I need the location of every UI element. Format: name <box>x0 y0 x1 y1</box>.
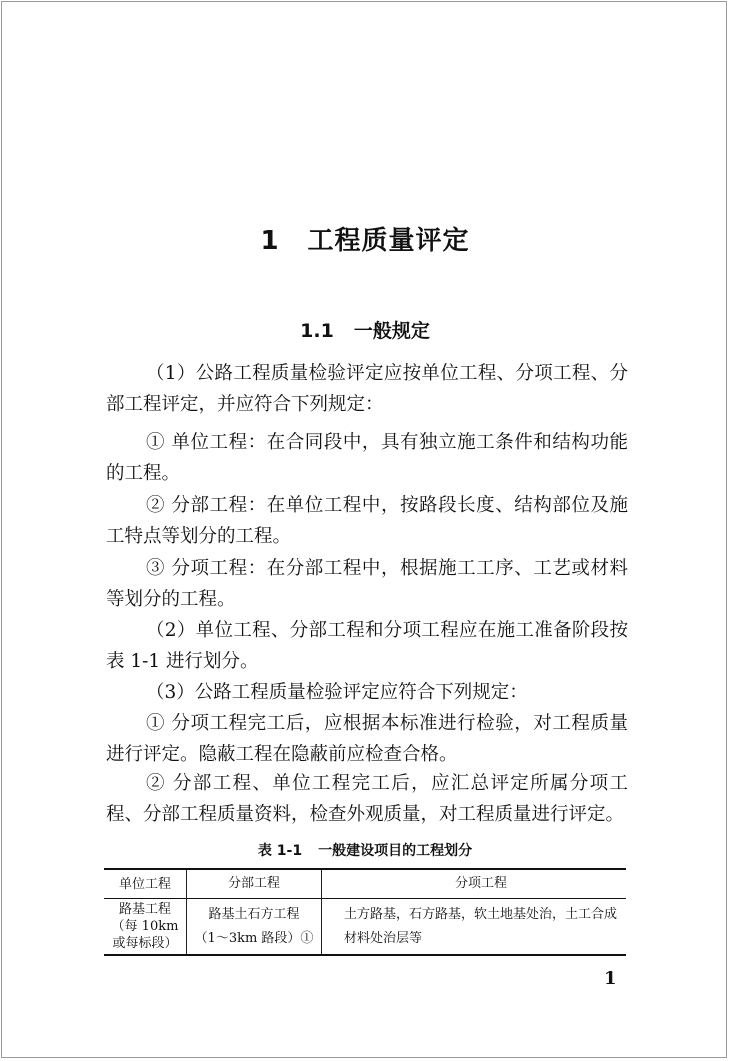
chapter-title-text: 工程质量评定 <box>307 226 470 256</box>
section-title <box>0 316 730 343</box>
table-header-row <box>104 869 626 899</box>
header-unit-project: 单位工程 <box>118 876 171 892</box>
unit-line: （每 10km <box>111 919 179 934</box>
part-line: （1～3km 路段）① <box>194 930 314 946</box>
unit-line: 或每标段） <box>112 936 178 951</box>
cell-unit-project <box>104 899 187 956</box>
table-caption-number: 表 1-1 <box>257 843 303 859</box>
section-title-text: 一般规定 <box>353 320 430 342</box>
paragraph: ③ 分项工程：在分部工程中，根据施工工序、工艺或材料等划分的工程。 <box>106 558 628 610</box>
table-caption <box>0 840 730 860</box>
paragraph: ① 单位工程：在合同段中，具有独立施工条件和结构功能的工程。 <box>106 432 628 484</box>
paragraph: ② 分部工程、单位工程完工后，应汇总评定所属分项工程、分部工程质量资料，检查外观质量，对工程质量进行评定。 <box>106 773 628 825</box>
paragraph: （1）公路工程质量检验评定应按单位工程、分项工程、分部工程评定，并应符合下列规定： <box>106 363 628 415</box>
paragraph: （2）单位工程、分部工程和分项工程应在施工准备阶段按表 1-1 进行划分。 <box>106 620 628 672</box>
paragraph: ① 分项工程完工后，应根据本标准进行检验，对工程质量进行评定。隐蔽工程在隐蔽前应检查合格。 <box>106 713 628 765</box>
chapter-title <box>0 220 730 257</box>
page-number: 1 <box>604 968 617 989</box>
header-item-project: 分项工程 <box>322 869 627 899</box>
chapter-number: 1 <box>260 226 280 256</box>
unit-line: 路基工程 <box>118 902 171 917</box>
section-number: 1.1 <box>300 320 334 342</box>
part-line: 路基土石方工程 <box>208 906 300 922</box>
paragraph: （3）公路工程质量检验评定应符合下列规定： <box>146 682 528 703</box>
table-row <box>104 899 626 956</box>
cell-item-project: 土方路基，石方路基，软土地基处治，土工合成材料处治层等 <box>322 899 627 956</box>
cell-part-project <box>187 899 322 956</box>
paragraph: ② 分部工程：在单位工程中，按路段长度、结构部位及施工特点等划分的工程。 <box>106 495 628 547</box>
header-part-project: 分部工程 <box>187 869 322 899</box>
project-division-table <box>104 868 626 956</box>
table-caption-title: 一般建设项目的工程划分 <box>318 843 473 859</box>
